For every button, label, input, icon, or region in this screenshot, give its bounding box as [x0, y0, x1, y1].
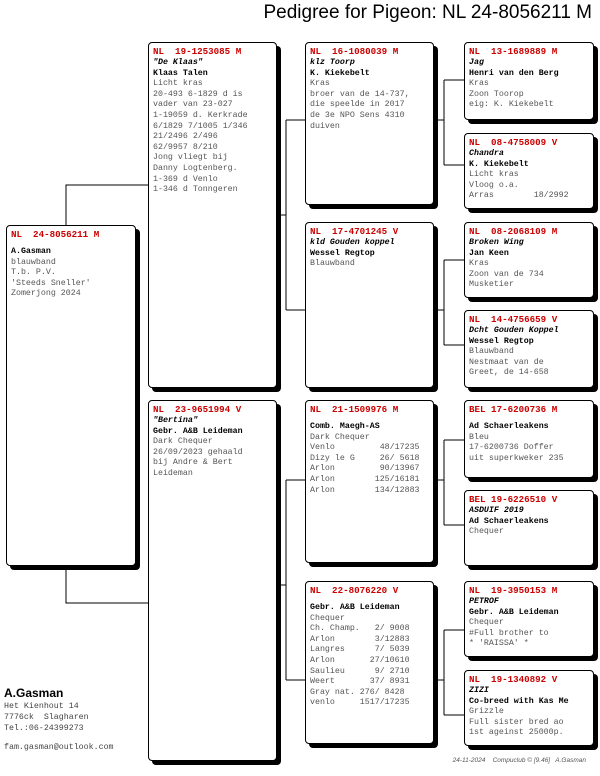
detail-line: 17-6200736 Doffer	[469, 443, 554, 453]
detail-line: Kras	[469, 259, 489, 269]
ring-number: BEL 19-6226510 V	[469, 494, 558, 505]
pigeon-name: Broken Wing	[469, 238, 524, 247]
detail-line: Licht kras	[469, 170, 519, 180]
owner-name: Comb. Maegh-AS	[310, 422, 380, 431]
detail-line: Kras	[469, 79, 489, 89]
owner-name: Henri van den Berg	[469, 68, 559, 78]
detail-line: duiven	[310, 121, 340, 131]
sire-sire-card[interactable]	[305, 42, 434, 205]
detail-line: broer van de 14-737,	[310, 89, 410, 99]
detail-line: Langres 7/ 5039	[310, 645, 410, 655]
dam-dam-sire-card[interactable]	[464, 581, 594, 657]
owner-name: A.Gasman	[11, 247, 51, 256]
detail-line: Ch. Champ. 2/ 9008	[310, 624, 410, 634]
pigeon-name: Chandra	[469, 149, 504, 158]
owner-name: Gebr. A&B Leideman	[153, 426, 243, 436]
owner-name: Jan Keen	[469, 248, 509, 258]
breeder-phone: Tel.:06-24399273	[4, 724, 84, 733]
sire-dam-card[interactable]	[305, 222, 434, 388]
ring-number: NL 21-1509976 M	[310, 404, 399, 415]
detail-line: 26/09/2023 gehaald	[153, 447, 243, 457]
detail-line: Licht kras	[153, 79, 203, 89]
detail-line: Kras	[310, 79, 330, 89]
sire-dam-sire-card[interactable]	[464, 222, 594, 298]
owner-name: K. Kiekebelt	[310, 68, 370, 78]
page-title: Pedigree for Pigeon: NL 24-8056211 M	[263, 2, 592, 23]
detail-line: 1-369 d Venlo	[153, 174, 218, 184]
detail-line: Chequer	[310, 613, 345, 623]
owner-name: Wessel Regtop	[310, 248, 375, 258]
ring-number: NL 08-4758009 V	[469, 137, 558, 148]
breeder-address-street: Het Kienhout 14	[4, 702, 79, 711]
detail-line: Gray nat. 276/ 8428	[310, 687, 405, 697]
owner-name: Klaas Talen	[153, 68, 208, 78]
pigeon-name: klz Toorp	[310, 58, 355, 67]
owner-name: K. Kiekebelt	[469, 159, 529, 169]
ring-number: NL 24-8056211 M	[11, 229, 100, 240]
owner-name: Gebr. A&B Leideman	[469, 607, 559, 617]
detail-line: Leideman	[153, 468, 193, 478]
detail-line: Dark Chequer	[310, 432, 370, 442]
owner-name: Wessel Regtop	[469, 336, 534, 346]
dam-sire-sire-card[interactable]	[464, 400, 594, 478]
detail-line: Blauwband	[310, 259, 355, 269]
detail-line: Zoon van de 734	[469, 269, 544, 279]
ring-number: BEL 17-6200736 M	[469, 404, 558, 415]
detail-line: 21/2496 2/496	[153, 132, 218, 142]
subject-pigeon-card[interactable]	[6, 225, 136, 566]
detail-line: Dark Chequer	[153, 437, 213, 447]
detail-line: 1-346 d Tonngeren	[153, 185, 238, 195]
ring-number: NL 19-1340892 V	[469, 674, 558, 685]
detail-line: Saulieu 9/ 2710	[310, 666, 410, 676]
ring-number: NL 08-2068109 M	[469, 226, 558, 237]
detail-line: Chequer	[469, 618, 504, 628]
pigeon-name: Jag	[469, 58, 484, 67]
detail-line: Arlon 125/16181	[310, 474, 420, 484]
detail-line: eig: K. Kiekebelt	[469, 100, 554, 110]
detail-line: Jong vliegt bij	[153, 153, 228, 163]
ring-number: NL 17-4701245 V	[310, 226, 399, 237]
detail-line: Grizzle	[469, 707, 504, 717]
detail-line: Bleu	[469, 432, 489, 442]
footer-credit: 24-11-2024 Compuclub © [9.46] A.Gasman	[452, 757, 586, 764]
ring-number: NL 19-3950153 M	[469, 585, 558, 596]
detail-line: Venlo 48/17235	[310, 443, 420, 453]
detail-line: Zoon Toorop	[469, 89, 524, 99]
detail-line: 20-493 6-1829 d is	[153, 89, 243, 99]
detail-line: blauwband	[11, 257, 56, 267]
detail-line: uit superkweker 235	[469, 453, 564, 463]
breeder-email[interactable]: fam.gasman@outlook.com	[4, 743, 114, 752]
detail-line: Arlon 90/13967	[310, 464, 420, 474]
detail-line: Arlon 3/12883	[310, 634, 410, 644]
detail-line: Chequer	[469, 527, 504, 537]
detail-line: venlo 1517/17235	[310, 698, 410, 708]
sire-card[interactable]	[148, 42, 277, 388]
ring-number: NL 19-1253085 M	[153, 46, 242, 57]
dam-dam-dam-card[interactable]	[464, 670, 594, 746]
ring-number: NL 16-1080039 M	[310, 46, 399, 57]
pigeon-name: ZIZI	[469, 686, 489, 695]
pigeon-name: kld Gouden koppel	[310, 238, 395, 247]
detail-line: Danny Logtenberg.	[153, 163, 238, 173]
detail-line: Vloog o.a.	[469, 180, 519, 190]
detail-line: Zomerjong 2024	[11, 289, 81, 299]
detail-line: Greet, de 14-658	[469, 368, 549, 378]
dam-sire-card[interactable]	[305, 400, 434, 563]
detail-line: 6/1829 7/1005 1/346	[153, 121, 248, 131]
dam-card[interactable]	[148, 400, 277, 761]
breeder-address-city: 7776ck Slagharen	[4, 713, 89, 722]
detail-line: Full sister bred ao	[469, 717, 564, 727]
detail-line: #Full brother to	[469, 628, 549, 638]
detail-line: Nestmaat van de	[469, 357, 544, 367]
detail-line: bij Andre & Bert	[153, 458, 233, 468]
dam-dam-card[interactable]	[305, 581, 434, 744]
pigeon-name: ASDUIF 2019	[469, 506, 524, 515]
ring-number: NL 23-9651994 V	[153, 404, 242, 415]
detail-line: 1st ageinst 25000p.	[469, 728, 564, 738]
detail-line: die speelde in 2017	[310, 100, 405, 110]
detail-line: 1-19059 d. Kerkrade	[153, 110, 248, 120]
detail-line: Dizy le G 26/ 5618	[310, 453, 420, 463]
sire-sire-sire-card[interactable]	[464, 42, 594, 120]
owner-name: Ad Schaerleakens	[469, 516, 549, 526]
dam-sire-dam-card[interactable]	[464, 490, 594, 566]
detail-line: Weert 37/ 8931	[310, 677, 410, 687]
detail-line: * 'RAISSA' *	[469, 639, 529, 649]
detail-line: vader van 23-027	[153, 100, 233, 110]
ring-number: NL 14-4756659 V	[469, 314, 558, 325]
detail-line: Blauwband	[469, 347, 514, 357]
detail-line: Arras 18/2992	[469, 191, 569, 201]
ring-number: NL 22-8076220 V	[310, 585, 399, 596]
pigeon-name: "Bertina"	[153, 416, 198, 425]
pigeon-name: "De Klaas"	[153, 58, 203, 67]
owner-name: Ad Schaerleakens	[469, 422, 549, 431]
detail-line: de 3e NPO Sens 4310	[310, 110, 405, 120]
detail-line: 62/9957 8/210	[153, 142, 218, 152]
ring-number: NL 13-1689889 M	[469, 46, 558, 57]
detail-line: Arlon 134/12883	[310, 485, 420, 495]
breeder-info	[4, 686, 89, 734]
pigeon-name: PETROF	[469, 597, 499, 606]
detail-line: Arlon 27/10610	[310, 655, 410, 665]
sire-sire-dam-card[interactable]	[464, 133, 594, 209]
detail-line: T.b. P.V.	[11, 268, 56, 278]
breeder-name: A.Gasman	[4, 686, 64, 700]
owner-name: Gebr. A&B Leideman	[310, 603, 400, 612]
detail-line: 'Steeds Sneller'	[11, 278, 91, 288]
detail-line: Musketier	[469, 280, 514, 290]
sire-dam-dam-card[interactable]	[464, 310, 594, 388]
pigeon-name: Dcht Gouden Koppel	[469, 326, 559, 335]
owner-name: Co-breed with Kas Me	[469, 696, 569, 706]
